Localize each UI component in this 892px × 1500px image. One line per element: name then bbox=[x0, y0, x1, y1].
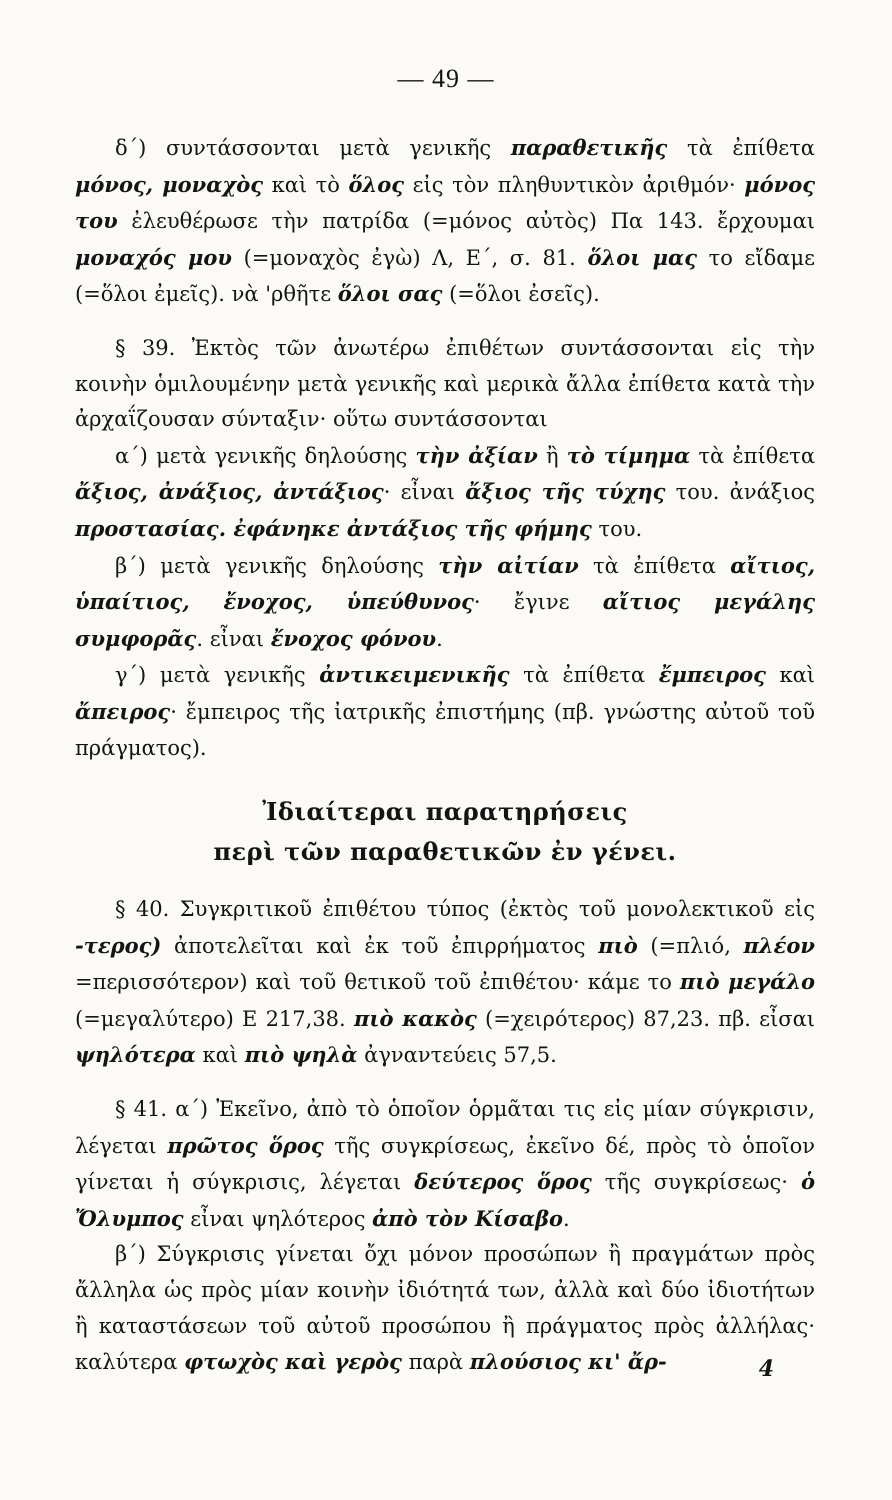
text-run: · ἔμπειρος τῆς ἰατρικῆς ἐπιστήμης (πβ. γνώστης αὐτοῦ τοῦ πράγματος). bbox=[75, 699, 815, 760]
text-run: γ΄) μετὰ γενικῆς bbox=[115, 663, 320, 688]
paragraph-gamma bbox=[75, 657, 815, 766]
emphasis: ἔμπειρος bbox=[658, 662, 766, 688]
text-run: εἰς τὸν πληθυντικὸν ἀριθμόν· bbox=[404, 172, 745, 197]
text-run: εἶναι ψηλότερος bbox=[183, 1206, 373, 1231]
emphasis: ὁ Ὄλυμπος bbox=[75, 1169, 815, 1231]
page-number: — 49 — bbox=[397, 64, 495, 93]
emphasis: πρῶτος ὅρος bbox=[167, 1132, 324, 1158]
paragraph-alpha bbox=[75, 438, 815, 548]
emphasis: -τερος) bbox=[75, 932, 162, 958]
emphasis: πιὸ μεγάλο bbox=[679, 969, 815, 995]
text-run: § 40. Συγκριτικοῦ ἐπιθέτου τύπος (ἐκτὸς τοῦ μονολεκτικοῦ εἰς bbox=[115, 897, 815, 922]
text-run: β΄) Σύγκρισις γίνεται ὄχι μόνον προσώπων ἢ πραγμάτων πρὸς ἄλληλα ὡς πρὸς μίαν κοινὴν ἰδιότητά των, ἀλλὰ καὶ δύο ἰδιοτήτων ἢ καταστάσεων τοῦ αὐτοῦ προσώπου ἢ πράγματος πρὸς ἀλλήλας· καλύτερα bbox=[75, 1242, 815, 1375]
text-run: · εἶναι bbox=[383, 480, 466, 505]
emphasis: μόνος, μοναχὸς bbox=[75, 171, 263, 197]
spacer bbox=[75, 313, 815, 331]
text-run: τὰ ἐπίθετα bbox=[667, 136, 815, 160]
emphasis: αἴτιος μεγάλης συμφορᾶς bbox=[75, 589, 815, 651]
text-run: τὰ ἐπίθετα bbox=[578, 553, 731, 578]
text-run: καὶ bbox=[195, 1043, 245, 1068]
text-run: ἀποτελεῖται καὶ ἐκ τοῦ ἐπιρρήματος bbox=[161, 933, 599, 958]
text-run: τὰ ἐπίθετα bbox=[690, 443, 815, 468]
text-run: (=χειρότερος) 87,23. πβ. εἶσαι bbox=[476, 1006, 815, 1031]
emphasis: φτωχὸς καὶ γερὸς bbox=[184, 1349, 402, 1375]
text-run: καὶ τὸ bbox=[262, 172, 349, 197]
emphasis: πλούσιος κι' ἄρ- bbox=[469, 1349, 667, 1375]
text-run: τῆς συγκρίσεως, ἐκεῖνο δέ, πρὸς τὸ ὁποῖον γίνεται ἡ σύγκρισις, λέγεται bbox=[75, 1133, 815, 1195]
text-run: του. bbox=[591, 516, 643, 541]
text-run: α΄) μετὰ γενικῆς δηλούσης bbox=[115, 443, 416, 468]
signature-mark: 4 bbox=[758, 1356, 774, 1382]
text-run: . bbox=[563, 1206, 570, 1231]
emphasis: αἴτιος, ὑπαίτιος, ἔνοχος, ὑπεύθυνος bbox=[75, 552, 816, 615]
emphasis: ἄπειρος bbox=[75, 698, 171, 724]
heading-line-1: Ἰδιαίτεραι παρατηρήσεις bbox=[262, 797, 628, 827]
text-run: β΄) μετὰ γενικῆς δηλούσης bbox=[115, 553, 439, 578]
text-run: τὰ ἐπίθετα bbox=[509, 663, 659, 688]
emphasis: πιὸ κακὸς bbox=[353, 1005, 477, 1031]
emphasis: τὴν ἀξίαν bbox=[415, 442, 538, 468]
text-run: δ΄) συντάσσονται μετὰ γενικῆς bbox=[115, 136, 511, 160]
emphasis: προστασίας. ἐφάνηκε ἀντάξιος τῆς φήμης bbox=[75, 515, 592, 541]
emphasis: πιὸ bbox=[598, 932, 638, 958]
text-run: (=μεγαλύτερο) Ε 217,38. bbox=[75, 1006, 354, 1031]
section-heading bbox=[75, 792, 815, 872]
paragraph-beta-41 bbox=[75, 1237, 815, 1380]
text-run: . bbox=[436, 626, 443, 651]
emphasis: ἄξιος, ἀνάξιος, ἀντάξιος bbox=[75, 479, 384, 505]
emphasis: ἄξιος τῆς τύχης bbox=[465, 479, 666, 505]
emphasis: ὅλοι σας bbox=[337, 281, 443, 307]
text-run: παρὰ bbox=[401, 1350, 470, 1375]
text-run: ἢ bbox=[537, 443, 567, 468]
emphasis: δεύτερος ὅρος bbox=[414, 1169, 592, 1195]
text-run: (=ὅλοι ἐσεῖς). bbox=[442, 282, 600, 307]
text-run: του. ἀνάξιος bbox=[665, 480, 815, 505]
page-body bbox=[75, 130, 815, 1381]
text-run: (=μοναχὸς ἐγὼ) Λ, Ε΄, σ. 81. bbox=[231, 245, 588, 270]
emphasis: πλέον bbox=[743, 932, 815, 958]
text-run: =περισσότερον) καὶ τοῦ θετικοῦ τοῦ ἐπιθέτου· κάμε το bbox=[75, 970, 680, 995]
emphasis: ἀπὸ τὸν Κίσαβο bbox=[372, 1205, 564, 1231]
text-run: . εἶναι bbox=[196, 626, 271, 651]
text-run: (=πλιό, bbox=[637, 933, 744, 958]
emphasis: παραθετικῆς bbox=[510, 135, 668, 160]
emphasis: ὅλοι μας bbox=[587, 244, 697, 270]
text-run: · ἔγινε bbox=[473, 590, 603, 615]
heading-line-2: περὶ τῶν παραθετικῶν ἐν γένει. bbox=[213, 837, 677, 867]
paragraph-beta bbox=[75, 548, 815, 658]
emphasis: ψηλότερα bbox=[75, 1042, 196, 1068]
emphasis: τὸ τίμημα bbox=[566, 442, 691, 468]
paragraph-delta bbox=[75, 130, 815, 313]
section-39: § 39. Ἐκτὸς τῶν ἀνωτέρω ἐπιθέτων συντάσσονται εἰς τὴν κοινὴν ὁμιλουμένην μετὰ γενικῆς καὶ μερικὰ ἄλλα ἐπίθετα κατὰ τὴν ἀρχαΐζουσαν σύνταξιν· οὕτω συντάσσονται bbox=[75, 335, 815, 432]
text-run: το εἴδαμε (=ὅλοι ἐμεῖς). νὰ 'ρθῆτε bbox=[75, 245, 816, 307]
spacer bbox=[75, 1074, 815, 1092]
text-run: ἐλευθέρωσε τὴν πατρίδα (=μόνος αὐτὸς) Πα 143. ἔρχουμαι bbox=[117, 209, 815, 234]
text-run: ἀγναντεύεις 57,5. bbox=[357, 1043, 557, 1068]
text-run: τῆς συγκρίσεως· bbox=[591, 1170, 801, 1195]
emphasis: πιὸ ψηλὰ bbox=[244, 1042, 358, 1068]
emphasis: μόνος του bbox=[75, 171, 816, 234]
emphasis: τὴν αἰτίαν bbox=[438, 552, 579, 578]
text-run: § 41. α΄) Ἐκεῖνο, ἀπὸ τὸ ὁποῖον ὁρμᾶται τις εἰς μίαν σύγκρισιν, λέγεται bbox=[75, 1097, 815, 1158]
emphasis: ἀντικειμενικῆς bbox=[319, 662, 510, 688]
section-40 bbox=[75, 892, 815, 1074]
section-41 bbox=[75, 1092, 815, 1237]
emphasis: ἔνοχος φόνου bbox=[270, 625, 437, 651]
emphasis: ὅλος bbox=[348, 171, 405, 197]
emphasis: μοναχός μου bbox=[75, 244, 232, 270]
text-run: καὶ bbox=[765, 663, 816, 688]
